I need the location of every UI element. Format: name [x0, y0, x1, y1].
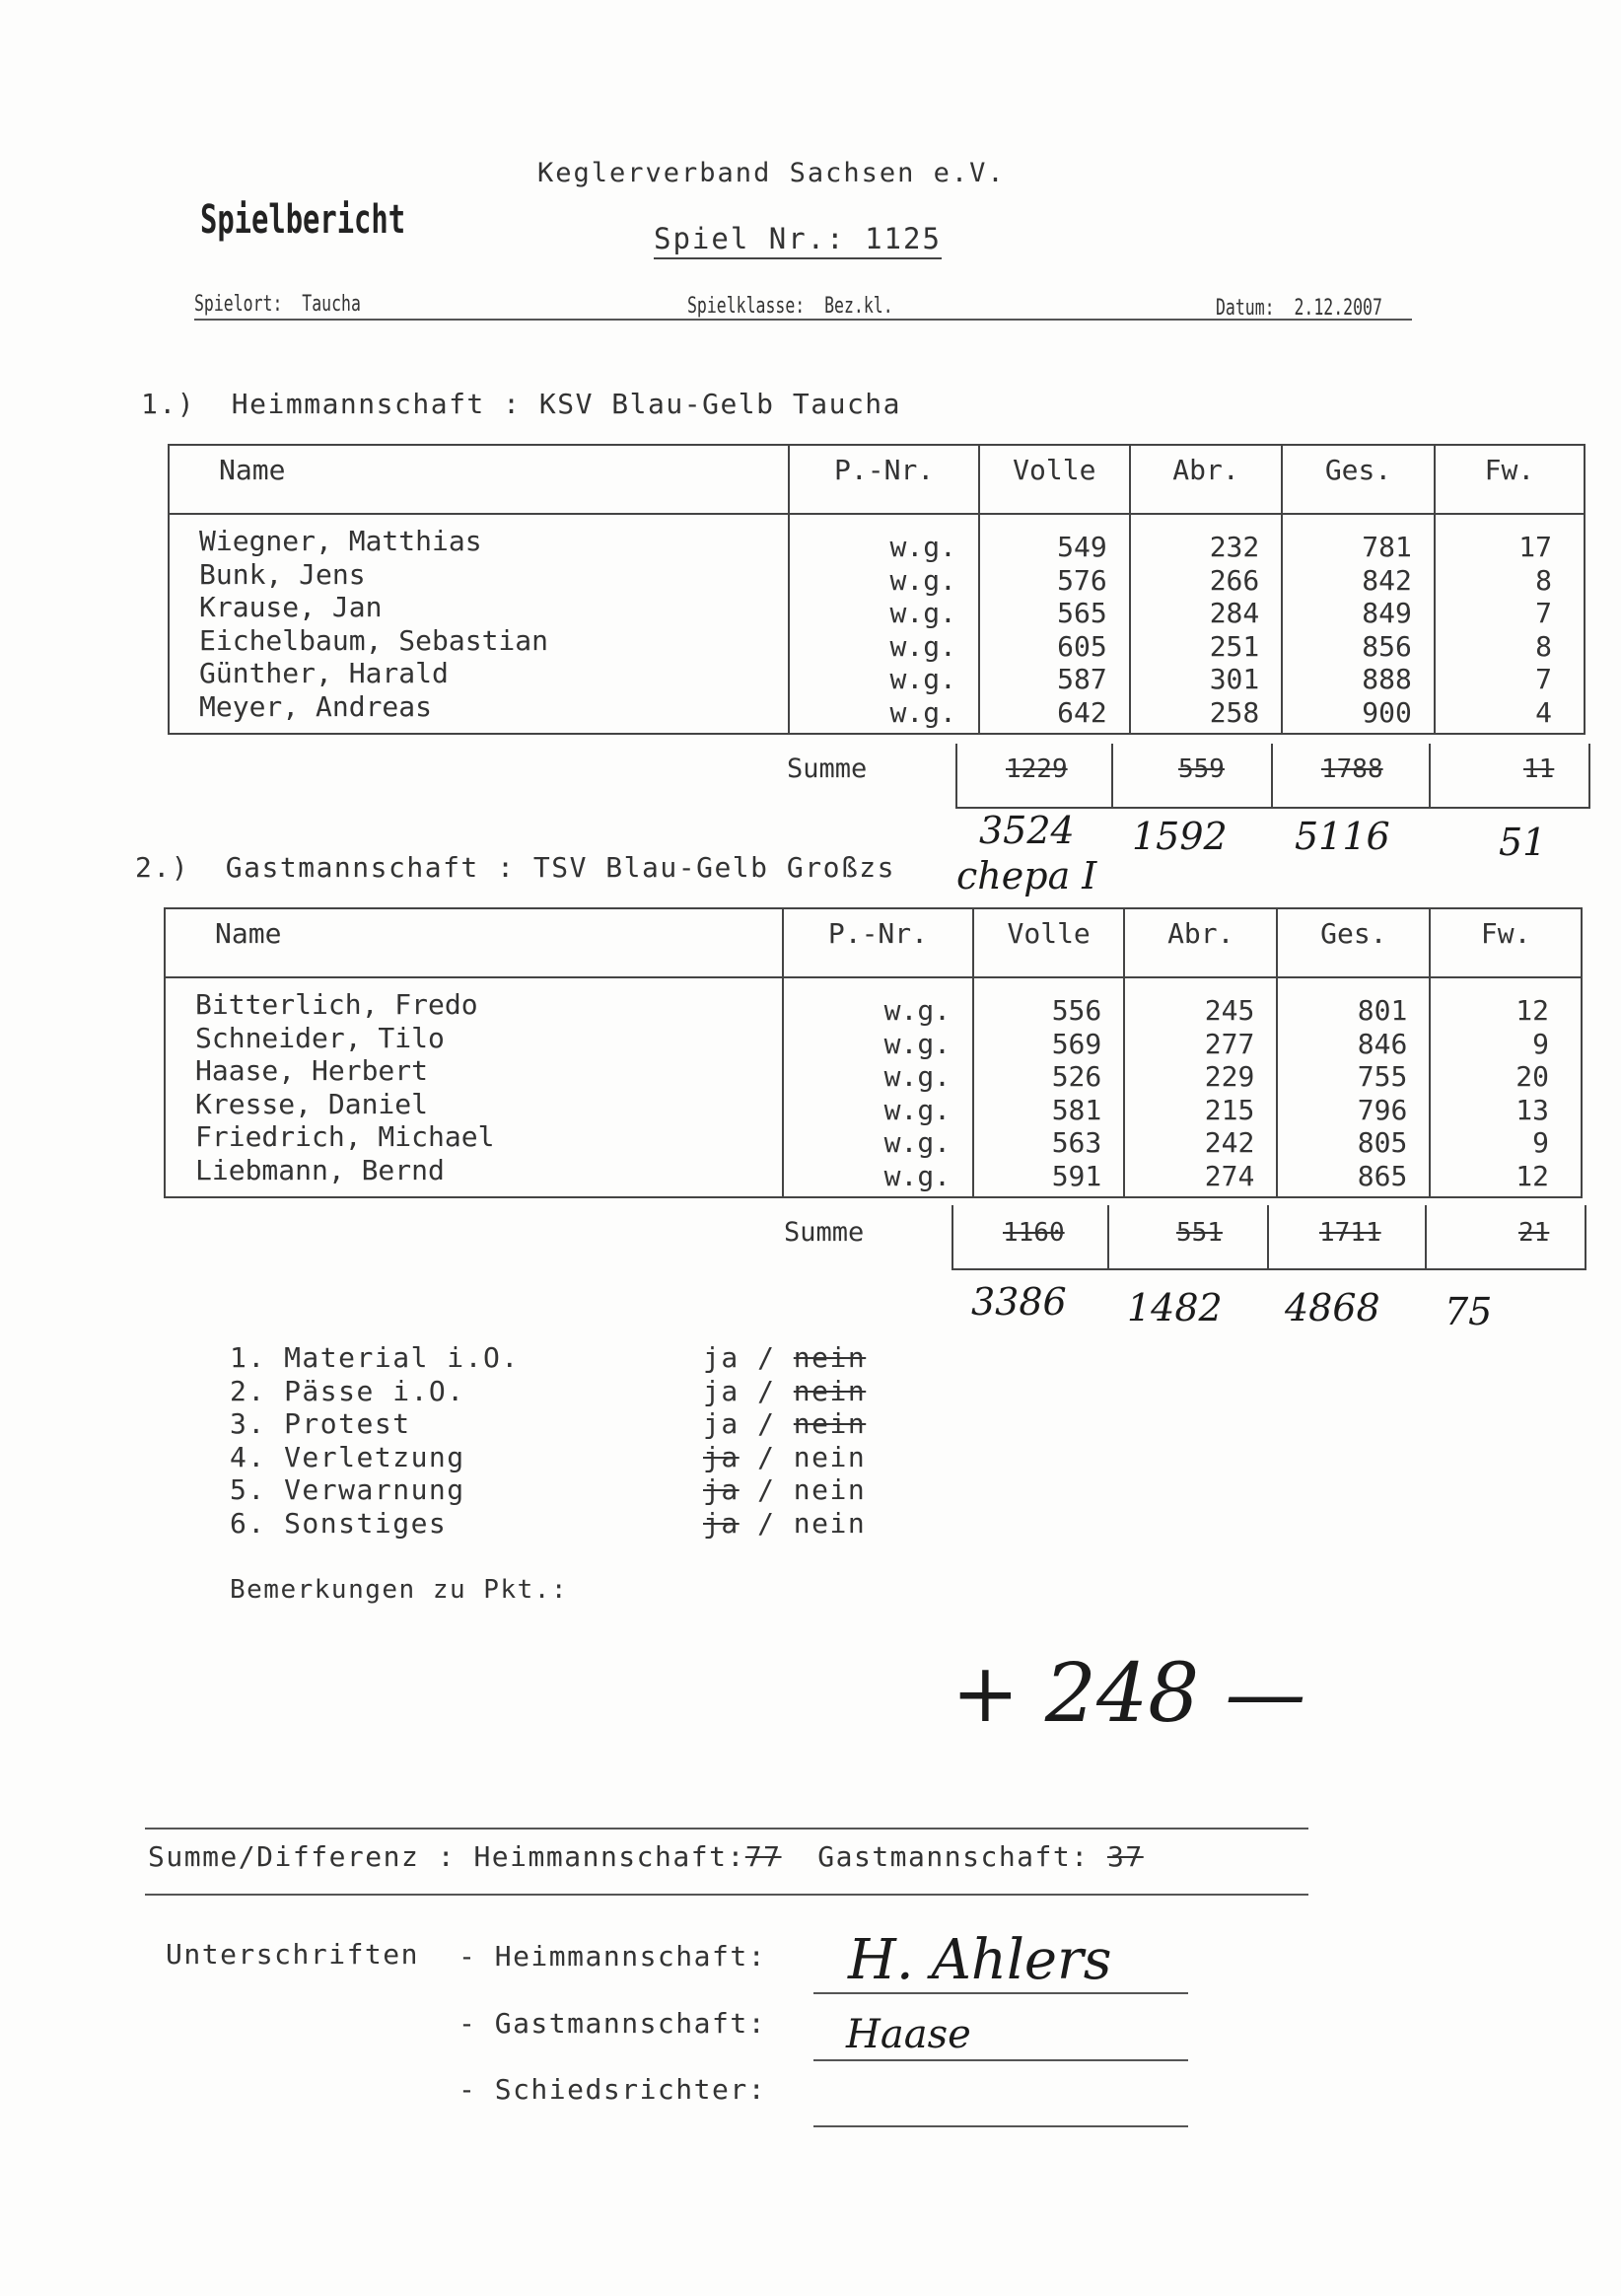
col-fw-header: Fw. — [1430, 908, 1582, 977]
home-names-col — [169, 514, 789, 734]
association-name: Keglerverband Sachsen e.V. — [537, 158, 1006, 188]
home-sum-ges-hand: 5116 — [1295, 815, 1390, 858]
player-pnr: w.g. — [883, 1126, 951, 1159]
guest-sum-ges-struck: 1711 — [1319, 1218, 1381, 1248]
col-abr-header: Abr. — [1130, 445, 1283, 514]
player-name: Günther, Harald — [199, 657, 449, 689]
guest-names-col — [165, 977, 783, 1197]
player-pnr: w.g. — [889, 531, 956, 563]
player-fw: 17 — [1518, 531, 1552, 563]
player-pnr: w.g. — [889, 597, 956, 629]
checklist-options — [703, 1407, 866, 1440]
sig-line-guest — [813, 2059, 1188, 2061]
game-number: 1125 — [865, 222, 942, 255]
sig-home-label: - Heimmannschaft: — [458, 1940, 767, 1973]
player-pnr: w.g. — [883, 1159, 951, 1192]
sig-home: H. Ahlers — [848, 1928, 1112, 1992]
game-number-line — [654, 222, 942, 259]
opt-ja: ja — [703, 1341, 740, 1374]
player-ges: 888 — [1362, 663, 1412, 695]
player-name: Liebmann, Bernd — [195, 1153, 445, 1186]
home-sum-abr-struck: 559 — [1178, 754, 1225, 784]
summary-row — [148, 1840, 1144, 1873]
date-label: Datum: — [1216, 296, 1275, 321]
summary-bottom-rule — [145, 1894, 1308, 1896]
player-abr: 242 — [1204, 1126, 1255, 1159]
game-class — [687, 294, 893, 319]
home-sum-abr-hand: 1592 — [1132, 815, 1228, 858]
player-name: Meyer, Andreas — [199, 689, 433, 723]
col-abr-header: Abr. — [1124, 908, 1277, 977]
opt-nein-struck: nein — [793, 1374, 867, 1407]
class-label: Spielklasse: — [687, 294, 806, 319]
opt-sep: / — [757, 1506, 776, 1540]
remarks-label: Bemerkungen zu Pkt.: — [230, 1575, 569, 1605]
game-number-label: Spiel Nr.: — [654, 222, 846, 255]
player-abr: 251 — [1209, 629, 1260, 663]
sum-divider — [1267, 1205, 1269, 1268]
guest-sum-abr-struck: 551 — [1176, 1218, 1223, 1248]
guest-team-heading: 2.) Gastmannschaft : TSV Blau-Gelb Großzs — [135, 851, 896, 884]
player-volle: 576 — [1057, 563, 1107, 597]
home-team-table — [168, 444, 1586, 735]
player-name: Schneider, Tilo — [195, 1021, 445, 1054]
opt-ja-struck: ja — [703, 1473, 740, 1507]
col-pnr-header: P.-Nr. — [789, 445, 979, 514]
player-name: Bitterlich, Fredo — [195, 988, 478, 1021]
opt-ja: ja — [703, 1374, 740, 1407]
player-pnr: w.g. — [889, 629, 956, 663]
guest-team-table — [164, 907, 1583, 1198]
sum-divider — [1107, 1205, 1109, 1268]
opt-ja-struck: ja — [703, 1440, 740, 1473]
player-volle: 587 — [1057, 663, 1107, 695]
player-ges: 781 — [1362, 531, 1412, 563]
player-volle: 565 — [1057, 597, 1107, 629]
player-ges: 796 — [1357, 1093, 1408, 1126]
guest-sum-ges-hand: 4868 — [1285, 1286, 1380, 1329]
opt-nein: nein — [793, 1440, 867, 1473]
checklist-options — [703, 1341, 866, 1374]
col-name-header: Name — [165, 908, 783, 977]
home-sum-label: Summe — [787, 753, 868, 784]
player-fw: 9 — [1532, 1027, 1549, 1060]
player-ges: 849 — [1362, 597, 1412, 629]
player-abr: 284 — [1209, 597, 1260, 629]
player-pnr: w.g. — [889, 563, 956, 597]
player-fw: 20 — [1515, 1060, 1549, 1093]
guest-team-heading-hand: chepa I — [956, 854, 1097, 897]
class-value: Bez.kl. — [824, 294, 893, 319]
player-name: Eichelbaum, Sebastian — [199, 623, 549, 657]
player-volle: 642 — [1057, 695, 1107, 729]
checklist-label: 2. Pässe i.O. — [230, 1374, 465, 1407]
summary-top-rule — [145, 1828, 1308, 1830]
sig-line-referee — [813, 2125, 1188, 2127]
player-ges: 900 — [1362, 695, 1412, 729]
player-fw: 7 — [1535, 597, 1552, 629]
document-title: Spielbericht — [200, 197, 406, 243]
player-ges: 755 — [1357, 1060, 1408, 1093]
summary-home-label: Heimmannschaft: — [473, 1840, 745, 1873]
sum-divider — [1271, 744, 1273, 807]
player-volle: 556 — [1051, 994, 1102, 1027]
sum-divider — [1111, 744, 1113, 807]
player-ges: 842 — [1362, 563, 1412, 597]
venue-value: Taucha — [302, 292, 361, 317]
sig-guest-label: - Gastmannschaft: — [458, 2007, 767, 2040]
player-volle: 581 — [1051, 1093, 1102, 1126]
player-volle: 569 — [1051, 1027, 1102, 1060]
player-fw: 13 — [1515, 1093, 1549, 1126]
guest-ges-col — [1277, 977, 1430, 1197]
guest-pnr-col — [783, 977, 973, 1197]
guest-sum-volle-hand: 3386 — [971, 1280, 1067, 1324]
player-pnr: w.g. — [889, 663, 956, 695]
date — [1216, 296, 1382, 321]
player-abr: 277 — [1204, 1027, 1255, 1060]
home-sum-ges-struck: 1788 — [1321, 754, 1383, 784]
player-ges: 805 — [1357, 1126, 1408, 1159]
col-fw-header: Fw. — [1435, 445, 1585, 514]
home-volle-col — [979, 514, 1130, 734]
opt-sep: / — [757, 1473, 776, 1507]
opt-ja-struck: ja — [703, 1506, 740, 1540]
home-fw-col — [1435, 514, 1585, 734]
player-name: Bunk, Jens — [199, 557, 366, 591]
checklist-label: 5. Verwarnung — [230, 1473, 465, 1507]
player-name: Friedrich, Michael — [195, 1120, 495, 1153]
summary-guest-label: Gastmannschaft: — [817, 1840, 1090, 1873]
opt-ja: ja — [703, 1407, 740, 1441]
player-abr: 258 — [1209, 695, 1260, 729]
home-sum-volle-struck: 1229 — [1006, 754, 1068, 784]
player-name: Kresse, Daniel — [195, 1087, 429, 1120]
player-abr: 232 — [1209, 531, 1260, 563]
guest-abr-col — [1124, 977, 1277, 1197]
home-abr-col — [1130, 514, 1283, 734]
player-volle: 605 — [1057, 629, 1107, 663]
checklist-options — [703, 1441, 866, 1473]
opt-sep: / — [757, 1407, 776, 1441]
player-abr: 229 — [1204, 1060, 1255, 1093]
guest-sum-volle-struck: 1160 — [1003, 1218, 1065, 1248]
col-ges-header: Ges. — [1277, 908, 1430, 977]
player-fw: 8 — [1535, 563, 1552, 597]
venue — [194, 292, 361, 317]
guest-sum-abr-hand: 1482 — [1127, 1286, 1223, 1329]
col-pnr-header: P.-Nr. — [783, 908, 973, 977]
player-abr: 215 — [1204, 1093, 1255, 1126]
sig-line-home — [813, 1992, 1188, 1994]
opt-sep: / — [757, 1341, 776, 1374]
home-sum-volle-hand: 3524 — [979, 809, 1075, 852]
player-pnr: w.g. — [889, 695, 956, 729]
player-name: Haase, Herbert — [195, 1054, 429, 1087]
player-volle: 549 — [1057, 531, 1107, 563]
guest-fw-col — [1430, 977, 1582, 1197]
opt-nein-struck: nein — [793, 1341, 867, 1374]
checklist-options — [703, 1375, 866, 1407]
player-ges: 865 — [1357, 1159, 1408, 1192]
opt-nein: nein — [793, 1473, 867, 1507]
player-abr: 266 — [1209, 563, 1260, 597]
col-volle-header: Volle — [973, 908, 1124, 977]
guest-sum-fw-struck: 21 — [1518, 1218, 1550, 1248]
sum-divider — [1425, 1205, 1427, 1268]
player-pnr: w.g. — [883, 1060, 951, 1093]
player-pnr: w.g. — [883, 1093, 951, 1126]
sum-divider — [1429, 744, 1431, 807]
player-name: Wiegner, Matthias — [199, 525, 482, 557]
player-fw: 12 — [1515, 994, 1549, 1027]
player-abr: 274 — [1204, 1159, 1255, 1192]
opt-sep: / — [757, 1374, 776, 1407]
checklist-label: 1. Material i.O. — [230, 1341, 520, 1374]
player-abr: 301 — [1209, 663, 1260, 695]
sig-guest: Haase — [846, 2012, 971, 2057]
player-pnr: w.g. — [883, 994, 951, 1027]
player-fw: 8 — [1535, 629, 1552, 663]
date-value: 2.12.2007 — [1294, 296, 1382, 321]
player-volle: 526 — [1051, 1060, 1102, 1093]
player-ges: 856 — [1362, 629, 1412, 663]
player-volle: 563 — [1051, 1126, 1102, 1159]
player-pnr: w.g. — [883, 1027, 951, 1060]
summary-home-struck: 77 — [744, 1840, 782, 1873]
col-name-header: Name — [169, 445, 789, 514]
player-fw: 12 — [1515, 1159, 1549, 1192]
player-abr: 245 — [1204, 994, 1255, 1027]
checklist-label: 3. Protest — [230, 1407, 411, 1441]
col-volle-header: Volle — [979, 445, 1130, 514]
opt-nein: nein — [793, 1506, 867, 1540]
col-ges-header: Ges. — [1282, 445, 1435, 514]
home-sum-fw-hand: 51 — [1499, 821, 1547, 864]
player-fw: 4 — [1535, 695, 1552, 729]
player-ges: 846 — [1357, 1027, 1408, 1060]
remarks-handwritten: + 248 — — [951, 1647, 1306, 1741]
checklist-label: 6. Sonstiges — [230, 1506, 448, 1540]
player-name: Krause, Jan — [199, 591, 383, 623]
home-sum-fw-struck: 11 — [1523, 754, 1555, 784]
checklist-label: 4. Verletzung — [230, 1440, 465, 1473]
player-volle: 591 — [1051, 1159, 1102, 1192]
summary-label: Summe/Differenz : — [148, 1840, 457, 1873]
player-fw: 7 — [1535, 663, 1552, 695]
home-ges-col — [1282, 514, 1435, 734]
opt-sep: / — [757, 1440, 776, 1473]
sig-referee-label: - Schiedsrichter: — [458, 2073, 767, 2106]
opt-nein-struck: nein — [793, 1407, 867, 1441]
guest-sum-label: Summe — [784, 1217, 865, 1248]
player-fw: 9 — [1532, 1126, 1549, 1159]
guest-volle-col — [973, 977, 1124, 1197]
checklist-options — [703, 1473, 866, 1506]
summary-guest-struck: 37 — [1106, 1840, 1144, 1873]
signatures-label: Unterschriften — [166, 1938, 420, 1971]
home-team-heading: 1.) Heimmannschaft : KSV Blau-Gelb Taucha — [141, 388, 902, 420]
home-pnr-col — [789, 514, 979, 734]
guest-sum-fw-hand: 75 — [1445, 1290, 1493, 1333]
venue-label: Spielort: — [194, 292, 283, 317]
checklist-options — [703, 1507, 866, 1540]
player-ges: 801 — [1357, 994, 1408, 1027]
